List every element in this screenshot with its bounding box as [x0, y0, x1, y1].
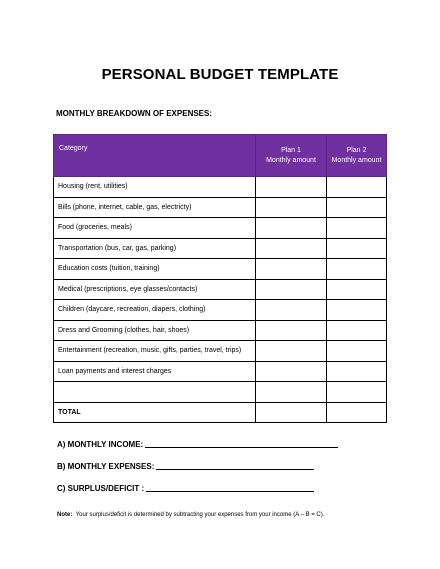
table-row — [54, 361, 387, 382]
plan1-header — [256, 135, 327, 177]
category-cell[interactable] — [54, 382, 256, 403]
plan1-amount-cell[interactable] — [256, 197, 327, 218]
category-header: Category — [54, 135, 256, 177]
total-row — [54, 402, 387, 423]
monthly-income-label: A) MONTHLY INCOME: — [57, 440, 144, 449]
category-cell: Dress and Grooming (clothes, hair, shoes) — [54, 320, 256, 341]
plan1-amount-cell[interactable] — [256, 238, 327, 259]
plan1-total-cell[interactable] — [256, 402, 327, 423]
plan1-amount-cell[interactable] — [256, 218, 327, 239]
plan1-amount-cell[interactable] — [256, 300, 327, 321]
surplus-deficit-label: C) SURPLUS/DEFICIT : — [57, 484, 145, 493]
monthly-expenses-line — [57, 462, 314, 471]
table-row — [54, 300, 387, 321]
monthly-income-line — [57, 440, 338, 449]
plan1-header-subtitle: Monthly amount — [266, 156, 316, 164]
plan2-amount-cell[interactable] — [327, 341, 387, 362]
plan2-amount-cell[interactable] — [327, 218, 387, 239]
plan2-amount-cell[interactable] — [327, 361, 387, 382]
surplus-deficit-field[interactable] — [146, 490, 314, 492]
category-cell: Medical (prescriptions, eye glasses/contacts) — [54, 279, 256, 300]
table-row — [54, 259, 387, 280]
note-label: Note: — [57, 512, 73, 518]
plan1-header-title: Plan 1 — [281, 146, 301, 154]
plan2-amount-cell[interactable] — [327, 197, 387, 218]
category-cell: Transportation (bus, car, gas, parking) — [54, 238, 256, 259]
category-cell: Children (daycare, recreation, diapers, clothing) — [54, 300, 256, 321]
plan2-amount-cell[interactable] — [327, 259, 387, 280]
monthly-expenses-field[interactable] — [156, 468, 314, 470]
monthly-expenses-label: B) MONTHLY EXPENSES: — [57, 462, 155, 471]
plan2-header — [327, 135, 387, 177]
plan2-amount-cell[interactable] — [327, 320, 387, 341]
plan2-amount-cell[interactable] — [327, 279, 387, 300]
plan2-amount-cell[interactable] — [327, 300, 387, 321]
category-cell: Entertainment (recreation, music, gifts, parties, travel, trips) — [54, 341, 256, 362]
plan1-amount-cell[interactable] — [256, 382, 327, 403]
plan1-amount-cell[interactable] — [256, 320, 327, 341]
plan1-amount-cell[interactable] — [256, 177, 327, 198]
table-row — [54, 177, 387, 198]
table-row — [54, 197, 387, 218]
plan1-amount-cell[interactable] — [256, 259, 327, 280]
plan2-header-title: Plan 2 — [346, 146, 367, 154]
category-cell: Loan payments and interest charges — [54, 361, 256, 382]
note — [57, 512, 324, 518]
category-cell: Education costs (tuition, training) — [54, 259, 256, 280]
table-row — [54, 279, 387, 300]
plan1-amount-cell[interactable] — [256, 361, 327, 382]
table-row — [54, 238, 387, 259]
plan2-total-cell[interactable] — [327, 402, 387, 423]
table-header-row — [54, 135, 387, 177]
category-cell: Food (groceries, meals) — [54, 218, 256, 239]
table-row — [54, 341, 387, 362]
plan2-amount-cell[interactable] — [327, 177, 387, 198]
plan2-amount-cell[interactable] — [327, 238, 387, 259]
category-cell: Housing (rent, utilities) — [54, 177, 256, 198]
plan1-amount-cell[interactable] — [256, 279, 327, 300]
table-row — [54, 320, 387, 341]
table-row — [54, 382, 387, 403]
plan2-header-subtitle: Monthly amount — [331, 156, 382, 164]
monthly-income-field[interactable] — [145, 446, 338, 448]
table-row — [54, 218, 387, 239]
section-heading: MONTHLY BREAKDOWN OF EXPENSES: — [56, 109, 213, 118]
plan1-amount-cell[interactable] — [256, 341, 327, 362]
budget-table — [53, 134, 387, 423]
total-label: TOTAL — [54, 402, 256, 423]
category-cell: Bills (phone, internet, cable, gas, electricty) — [54, 197, 256, 218]
surplus-deficit-line — [57, 484, 314, 493]
note-text: Your surplus/deficit is determined by subtracting your expenses from your income (A – B = C). — [75, 512, 325, 518]
page-title: PERSONAL BUDGET TEMPLATE — [101, 66, 339, 83]
plan2-amount-cell[interactable] — [327, 382, 387, 403]
